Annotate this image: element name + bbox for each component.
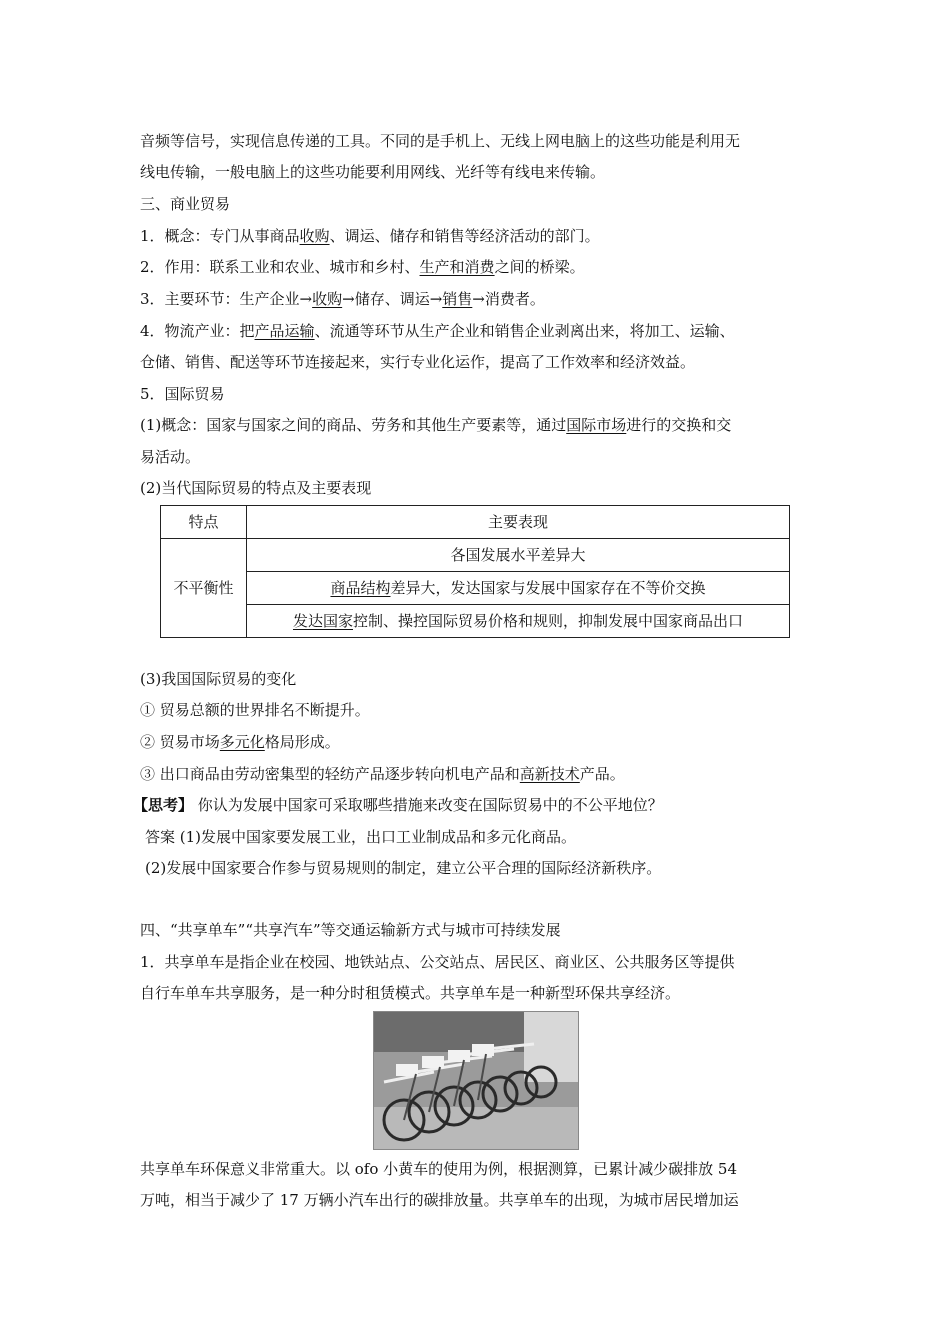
text: 1．共享单车是指企业在校园、地铁站点、公交站点、居民区、商业区、公共服务区等提供 [140,953,735,971]
paragraph-line [140,1158,820,1180]
text: 5．国际贸易 [140,385,225,403]
text: 控制、操控国际贸易价格和规则，抑制发展中国家商品出口 [353,612,744,630]
item-intl-trade [140,383,820,405]
underlined-answer: 收购 [299,227,330,245]
text: 共享单车环保意义非常重大。以 ofo 小黄车的使用为例，根据测算，已累计减少碳排放 54 [140,1160,738,1178]
text: 4．物流产业：把 [140,322,255,340]
list-item [140,763,820,785]
paragraph-line [140,161,820,183]
underlined-answer: 产品运输 [254,322,315,340]
text: (3)我国国际贸易的变化 [140,670,297,688]
header-cell: 主要表现 [247,506,790,539]
text: 三、商业贸易 [140,195,231,213]
answer-label: 答案 [145,828,176,846]
feature-cell: 不平衡性 [161,539,247,638]
underlined-answer: 发达国家 [292,612,353,630]
text: 、流通等环节从生产企业和销售企业剥离出来，将加工、运输、 [314,322,735,340]
text: 产品。 [579,765,625,783]
bicycle-photo-illustration [374,1012,578,1149]
paragraph-line [140,130,820,152]
text: 3．主要环节：生产企业→ [140,290,313,308]
table-cell: 各国发展水平差异大 [247,539,790,572]
table-row [161,572,790,605]
text: 差异大，发达国家与发展中国家存在不等价交换 [390,579,706,597]
text: ③ 出口商品由劳动密集型的轻纺产品逐步转向机电产品和 [140,765,520,783]
text: 你认为发展中国家可采取哪些措施来改变在国际贸易中的不公平地位？ [193,796,663,814]
answer-line [145,826,825,848]
item-intl-concept [140,414,820,436]
shared-bikes-photo [373,1011,579,1150]
text: →消费者。 [472,290,545,308]
paragraph-line [140,982,820,1004]
item-links [140,288,820,310]
item-concept [140,225,820,247]
underlined-answer: 高新技术 [519,765,580,783]
underlined-answer: 收购 [312,290,343,308]
underlined-answer: 多元化 [219,733,265,751]
paragraph-line [140,951,820,973]
underlined-answer: 国际市场 [566,416,627,434]
text: 进行的交换和交 [626,416,732,434]
answer-line [145,857,825,879]
text: 1．概念：专门从事商品 [140,227,300,245]
header-cell: 特点 [161,506,247,539]
text: 线电传输，一般电脑上的这些功能要利用网线、光纤等有线电来传输。 [140,163,606,181]
paragraph-line [140,446,820,468]
text: (1)发展中国家要发展工业，出口工业制成品和多元化商品。 [175,828,577,846]
text: (1)概念：国家与国家之间的商品、劳务和其他生产要素等，通过 [140,416,567,434]
table-header-row [161,506,790,539]
underlined-answer: 商品结构 [330,579,391,597]
item-function [140,256,820,278]
item-features [140,477,820,499]
table-cell [247,605,790,638]
paragraph-line [140,351,820,373]
text: 易活动。 [140,448,201,466]
list-item [140,699,820,721]
text: 自行车单车共享服务，是一种分时租赁模式。共享单车是一种新型环保共享经济。 [140,984,681,1002]
text: 仓储、销售、配送等环节连接起来，实行专业化运作，提高了工作效率和经济效益。 [140,353,696,371]
text: 四、“共享单车”“共享汽车”等交通运输新方式与城市可持续发展 [140,921,561,939]
text: 万吨，相当于减少了 17 万辆小汽车出行的碳排放量。共享单车的出现，为城市居民增加运 [140,1191,739,1209]
features-table [160,505,790,638]
paragraph-line [140,1189,820,1211]
table-row [161,539,790,572]
underlined-answer: 生产和消费 [419,258,495,276]
think-tag: 【思考】 [133,796,194,814]
text: 之间的桥梁。 [494,258,585,276]
text: ① 贸易总额的世界排名不断提升。 [140,701,370,719]
table-cell [247,572,790,605]
item-logistics [140,320,820,342]
text: 2．作用：联系工业和农业、城市和乡村、 [140,258,420,276]
text: 、调运、储存和销售等经济活动的部门。 [329,227,600,245]
table-row [161,605,790,638]
section-title [140,919,820,941]
text: ② 贸易市场 [140,733,220,751]
text: 音频等信号，实现信息传递的工具。不同的是手机上、无线上网电脑上的这些功能是利用无 [140,132,741,150]
text: (2)发展中国家要合作参与贸易规则的制定，建立公平合理的国际经济新秩序。 [145,859,662,877]
section-title [140,193,820,215]
underlined-answer: 销售 [442,290,473,308]
list-item [140,731,820,753]
think-question [133,794,813,816]
text: (2)当代国际贸易的特点及主要表现 [140,479,372,497]
item-china-trade [140,668,820,690]
text: 格局形成。 [264,733,340,751]
text: →储存、调运→ [342,290,443,308]
